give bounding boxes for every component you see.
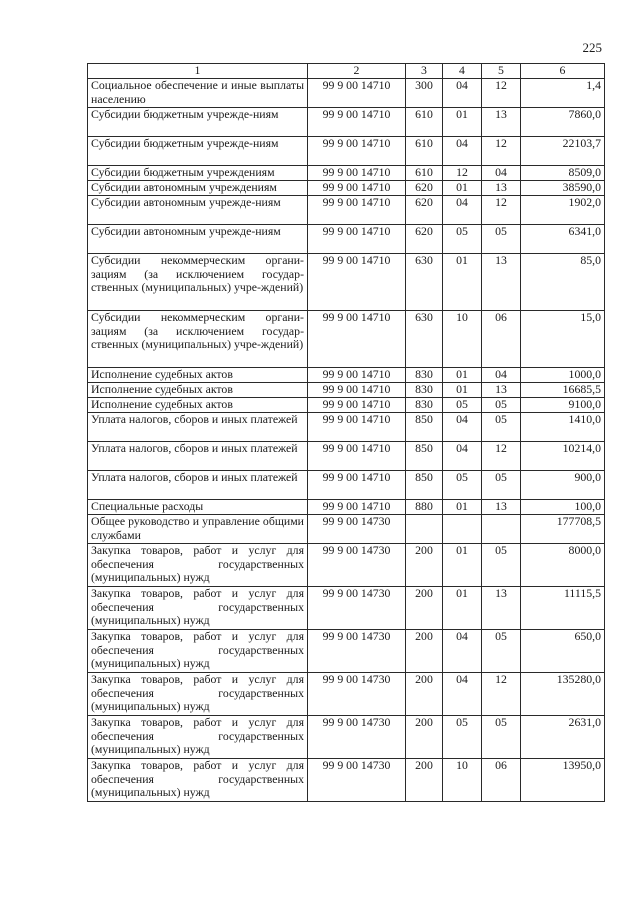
subsection-cell: 06	[482, 311, 521, 368]
table-row	[88, 500, 605, 515]
expense-type-cell: 610	[406, 108, 443, 137]
section-cell: 04	[443, 79, 482, 108]
item-name-cell: Субсидии бюджетным учрежде-ниям	[88, 137, 308, 166]
section-cell: 04	[443, 413, 482, 442]
target-article-cell: 99 9 00 14710	[308, 442, 406, 471]
item-name-cell: Субсидии автономным учреждениям	[88, 181, 308, 196]
subsection-cell: 13	[482, 108, 521, 137]
section-cell: 10	[443, 759, 482, 802]
amount-cell: 9100,0	[521, 398, 605, 413]
column-header-6: 6	[521, 64, 605, 79]
expense-type-cell: 620	[406, 196, 443, 225]
expense-type-cell: 620	[406, 181, 443, 196]
amount-cell: 8509,0	[521, 166, 605, 181]
table-row	[88, 196, 605, 225]
section-cell: 05	[443, 471, 482, 500]
expense-type-cell: 850	[406, 442, 443, 471]
expense-type-cell: 630	[406, 311, 443, 368]
amount-cell: 22103,7	[521, 137, 605, 166]
amount-cell: 8000,0	[521, 544, 605, 587]
item-name-cell: Уплата налогов, сборов и иных платежей	[88, 442, 308, 471]
expense-type-cell: 850	[406, 413, 443, 442]
target-article-cell: 99 9 00 14730	[308, 716, 406, 759]
item-name-cell: Уплата налогов, сборов и иных платежей	[88, 413, 308, 442]
item-name-cell: Субсидии автономным учрежде-ниям	[88, 196, 308, 225]
expense-type-cell: 610	[406, 166, 443, 181]
target-article-cell: 99 9 00 14710	[308, 368, 406, 383]
subsection-cell: 04	[482, 368, 521, 383]
section-cell: 01	[443, 587, 482, 630]
expense-type-cell: 830	[406, 398, 443, 413]
subsection-cell: 13	[482, 587, 521, 630]
target-article-cell: 99 9 00 14710	[308, 166, 406, 181]
table-row	[88, 442, 605, 471]
target-article-cell: 99 9 00 14710	[308, 500, 406, 515]
subsection-cell: 13	[482, 181, 521, 196]
table-row	[88, 383, 605, 398]
table-row	[88, 368, 605, 383]
item-name-cell: Закупка товаров, работ и услуг для обеспечения государственных (муниципальных) нужд	[88, 630, 308, 673]
expense-type-cell: 610	[406, 137, 443, 166]
subsection-cell: 05	[482, 471, 521, 500]
section-cell: 04	[443, 630, 482, 673]
item-name-cell: Специальные расходы	[88, 500, 308, 515]
amount-cell: 38590,0	[521, 181, 605, 196]
subsection-cell: 12	[482, 673, 521, 716]
item-name-cell: Исполнение судебных актов	[88, 398, 308, 413]
subsection-cell: 05	[482, 630, 521, 673]
amount-cell: 85,0	[521, 254, 605, 311]
amount-cell: 10214,0	[521, 442, 605, 471]
section-cell: 01	[443, 500, 482, 515]
expense-type-cell: 880	[406, 500, 443, 515]
amount-cell: 7860,0	[521, 108, 605, 137]
subsection-cell	[482, 515, 521, 544]
subsection-cell: 05	[482, 544, 521, 587]
section-cell: 01	[443, 368, 482, 383]
table-row	[88, 544, 605, 587]
target-article-cell: 99 9 00 14730	[308, 587, 406, 630]
target-article-cell: 99 9 00 14730	[308, 630, 406, 673]
table-body	[88, 79, 605, 802]
section-cell: 12	[443, 166, 482, 181]
amount-cell: 1,4	[521, 79, 605, 108]
table-row	[88, 759, 605, 802]
expense-type-cell: 850	[406, 471, 443, 500]
expense-type-cell	[406, 515, 443, 544]
subsection-cell: 13	[482, 383, 521, 398]
table-row	[88, 108, 605, 137]
table-row	[88, 311, 605, 368]
amount-cell: 900,0	[521, 471, 605, 500]
subsection-cell: 05	[482, 225, 521, 254]
section-cell: 04	[443, 137, 482, 166]
amount-cell: 1902,0	[521, 196, 605, 225]
table-row	[88, 630, 605, 673]
expense-type-cell: 200	[406, 587, 443, 630]
column-header-4: 4	[443, 64, 482, 79]
item-name-cell: Закупка товаров, работ и услуг для обеспечения государственных (муниципальных) нужд	[88, 673, 308, 716]
table-row	[88, 225, 605, 254]
section-cell: 04	[443, 196, 482, 225]
target-article-cell: 99 9 00 14710	[308, 79, 406, 108]
item-name-cell: Субсидии бюджетным учрежде-ниям	[88, 108, 308, 137]
amount-cell: 6341,0	[521, 225, 605, 254]
target-article-cell: 99 9 00 14710	[308, 225, 406, 254]
target-article-cell: 99 9 00 14710	[308, 137, 406, 166]
amount-cell: 16685,5	[521, 383, 605, 398]
table-row	[88, 673, 605, 716]
column-header-3: 3	[406, 64, 443, 79]
table-row	[88, 181, 605, 196]
expense-type-cell: 200	[406, 759, 443, 802]
target-article-cell: 99 9 00 14730	[308, 544, 406, 587]
item-name-cell: Субсидии некоммерческим органи-зациям (за исключением государ-ственных (муниципальных) учре-ждений)	[88, 311, 308, 368]
column-header-1: 1	[88, 64, 308, 79]
section-cell: 01	[443, 544, 482, 587]
subsection-cell: 13	[482, 500, 521, 515]
subsection-cell: 12	[482, 442, 521, 471]
page-number: 225	[582, 40, 602, 55]
section-cell: 05	[443, 398, 482, 413]
section-cell: 01	[443, 108, 482, 137]
amount-cell: 650,0	[521, 630, 605, 673]
item-name-cell: Закупка товаров, работ и услуг для обеспечения государственных (муниципальных) нужд	[88, 759, 308, 802]
table-row	[88, 515, 605, 544]
item-name-cell: Исполнение судебных актов	[88, 368, 308, 383]
table-row	[88, 166, 605, 181]
item-name-cell: Социальное обеспечение и иные выплаты населению	[88, 79, 308, 108]
amount-cell: 135280,0	[521, 673, 605, 716]
amount-cell: 1000,0	[521, 368, 605, 383]
subsection-cell: 12	[482, 196, 521, 225]
subsection-cell: 13	[482, 254, 521, 311]
amount-cell: 13950,0	[521, 759, 605, 802]
section-cell: 01	[443, 181, 482, 196]
amount-cell: 2631,0	[521, 716, 605, 759]
target-article-cell: 99 9 00 14730	[308, 759, 406, 802]
expense-type-cell: 200	[406, 673, 443, 716]
subsection-cell: 06	[482, 759, 521, 802]
section-cell: 01	[443, 383, 482, 398]
target-article-cell: 99 9 00 14710	[308, 413, 406, 442]
table-row	[88, 716, 605, 759]
item-name-cell: Субсидии автономным учрежде-ниям	[88, 225, 308, 254]
table-row	[88, 137, 605, 166]
target-article-cell: 99 9 00 14710	[308, 383, 406, 398]
expense-type-cell: 200	[406, 544, 443, 587]
item-name-cell: Закупка товаров, работ и услуг для обеспечения государственных (муниципальных) нужд	[88, 544, 308, 587]
header-row	[88, 64, 605, 79]
target-article-cell: 99 9 00 14710	[308, 196, 406, 225]
item-name-cell: Исполнение судебных актов	[88, 383, 308, 398]
table-row	[88, 587, 605, 630]
table-row	[88, 254, 605, 311]
table-row	[88, 413, 605, 442]
amount-cell: 1410,0	[521, 413, 605, 442]
section-cell: 04	[443, 673, 482, 716]
subsection-cell: 04	[482, 166, 521, 181]
table-row	[88, 79, 605, 108]
expense-type-cell: 300	[406, 79, 443, 108]
table-row	[88, 471, 605, 500]
target-article-cell: 99 9 00 14710	[308, 311, 406, 368]
section-cell: 05	[443, 225, 482, 254]
target-article-cell: 99 9 00 14730	[308, 515, 406, 544]
expense-type-cell: 620	[406, 225, 443, 254]
item-name-cell: Субсидии некоммерческим органи-зациям (за исключением государ-ственных (муниципальных) учре-ждений)	[88, 254, 308, 311]
target-article-cell: 99 9 00 14710	[308, 108, 406, 137]
expense-type-cell: 200	[406, 630, 443, 673]
target-article-cell: 99 9 00 14710	[308, 471, 406, 500]
target-article-cell: 99 9 00 14710	[308, 398, 406, 413]
section-cell: 04	[443, 442, 482, 471]
amount-cell: 177708,5	[521, 515, 605, 544]
expense-type-cell: 200	[406, 716, 443, 759]
item-name-cell: Закупка товаров, работ и услуг для обеспечения государственных (муниципальных) нужд	[88, 716, 308, 759]
subsection-cell: 05	[482, 398, 521, 413]
table-row	[88, 398, 605, 413]
subsection-cell: 05	[482, 716, 521, 759]
subsection-cell: 12	[482, 137, 521, 166]
subsection-cell: 05	[482, 413, 521, 442]
expense-type-cell: 830	[406, 368, 443, 383]
section-cell: 05	[443, 716, 482, 759]
expense-type-cell: 830	[406, 383, 443, 398]
section-cell: 10	[443, 311, 482, 368]
target-article-cell: 99 9 00 14710	[308, 181, 406, 196]
column-header-2: 2	[308, 64, 406, 79]
amount-cell: 11115,5	[521, 587, 605, 630]
item-name-cell: Уплата налогов, сборов и иных платежей	[88, 471, 308, 500]
column-header-5: 5	[482, 64, 521, 79]
subsection-cell: 12	[482, 79, 521, 108]
section-cell: 01	[443, 254, 482, 311]
amount-cell: 100,0	[521, 500, 605, 515]
expense-type-cell: 630	[406, 254, 443, 311]
target-article-cell: 99 9 00 14730	[308, 673, 406, 716]
section-cell	[443, 515, 482, 544]
item-name-cell: Субсидии бюджетным учреждениям	[88, 166, 308, 181]
amount-cell: 15,0	[521, 311, 605, 368]
item-name-cell: Общее руководство и управление общими службами	[88, 515, 308, 544]
target-article-cell: 99 9 00 14710	[308, 254, 406, 311]
item-name-cell: Закупка товаров, работ и услуг для обеспечения государственных (муниципальных) нужд	[88, 587, 308, 630]
budget-table	[87, 63, 605, 802]
